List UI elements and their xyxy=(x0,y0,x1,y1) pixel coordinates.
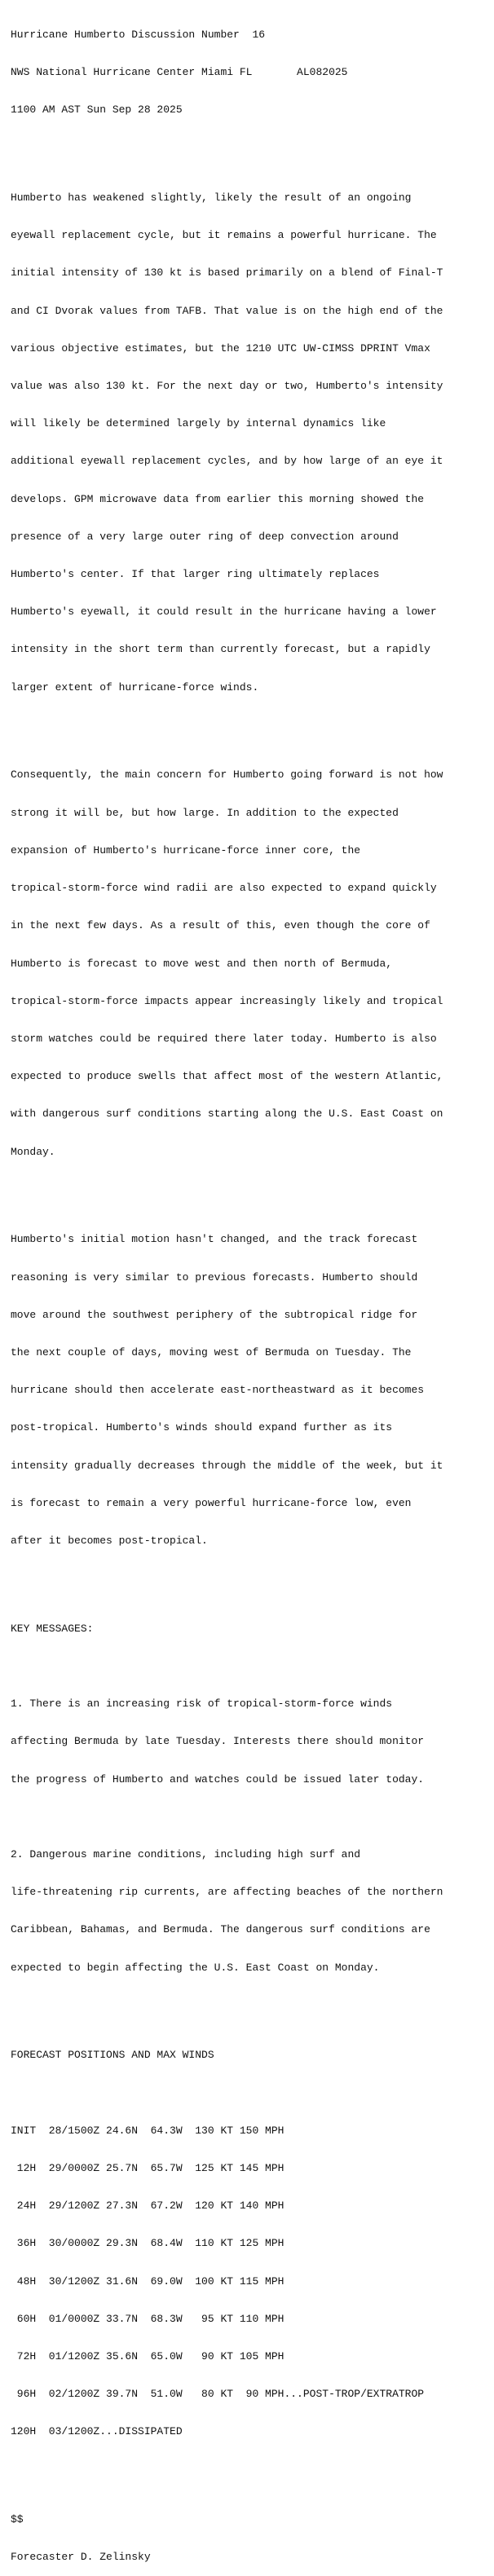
key-message-line: Caribbean, Bahamas, and Bermuda. The dangerous surf conditions are xyxy=(11,1923,430,1936)
paragraph-line: Consequently, the main concern for Humberto going forward is not how xyxy=(11,768,443,782)
discussion-document xyxy=(11,3,492,2576)
blank-line xyxy=(11,141,492,153)
paragraph-line: post-tropical. Humberto's winds should expand further as its xyxy=(11,1421,393,1434)
key-message-line: affecting Bermuda by late Tuesday. Interests there should monitor xyxy=(11,1735,425,1748)
key-message-line: 1. There is an increasing risk of tropical-storm-force winds xyxy=(11,1698,393,1711)
header-timestamp: 1100 AM AST Sun Sep 28 2025 xyxy=(11,103,183,117)
paragraph-line: after it becomes post-tropical. xyxy=(11,1534,208,1547)
paragraph-line: the next couple of days, moving west of Bermuda on Tuesday. The xyxy=(11,1345,412,1358)
paragraph-line: will likely be determined largely by internal dynamics like xyxy=(11,417,386,430)
paragraph-line: tropical-storm-force wind radii are also expected to expand quickly xyxy=(11,882,437,895)
blank-line xyxy=(11,1660,492,1672)
forecast-row: 72H 01/1200Z 35.6N 65.0W 90 KT 105 MPH xyxy=(11,2350,284,2363)
paragraph-line: Humberto's center. If that larger ring ultimately replaces xyxy=(11,568,380,581)
paragraph-line: Monday. xyxy=(11,1145,55,1158)
key-message-line: expected to begin affecting the U.S. East Coast on Monday. xyxy=(11,1961,380,1974)
paragraph-line: expansion of Humberto's hurricane-force inner core, the xyxy=(11,843,361,856)
paragraph-line: Humberto is forecast to move west and then north of Bermuda, xyxy=(11,957,393,970)
forecast-row: 48H 30/1200Z 31.6N 69.0W 100 KT 115 MPH xyxy=(11,2274,284,2288)
forecast-title: FORECAST POSITIONS AND MAX WINDS xyxy=(11,2049,214,2062)
blank-line xyxy=(11,1572,492,1584)
paragraph-line: and CI Dvorak values from TAFB. That value is on the high end of the xyxy=(11,304,443,317)
forecaster-signature: Forecaster D. Zelinsky xyxy=(11,2551,151,2564)
blank-line xyxy=(11,1183,492,1196)
paragraph-line: reasoning is very similar to previous forecasts. Humberto should xyxy=(11,1270,418,1284)
paragraph-line: larger extent of hurricane-force winds. xyxy=(11,680,259,694)
paragraph-line: initial intensity of 130 kt is based primarily on a blend of Final-T xyxy=(11,266,443,280)
blank-line xyxy=(11,2087,492,2099)
paragraph-line: value was also 130 kt. For the next day or two, Humberto's intensity xyxy=(11,380,443,393)
paragraph-line: with dangerous surf conditions starting along the U.S. East Coast on xyxy=(11,1107,443,1121)
forecast-row: 12H 29/0000Z 25.7N 65.7W 125 KT 145 MPH xyxy=(11,2162,284,2175)
paragraph-line: in the next few days. As a result of this, even though the core of xyxy=(11,919,430,932)
paragraph-line: hurricane should then accelerate east-northeastward as it becomes xyxy=(11,1384,425,1397)
paragraph-line: intensity gradually decreases through the middle of the week, but it xyxy=(11,1459,443,1472)
paragraph-line: additional eyewall replacement cycles, and by how large of an eye it xyxy=(11,455,443,468)
paragraph-line: tropical-storm-force impacts appear increasingly likely and tropical xyxy=(11,994,443,1007)
paragraph-line: develops. GPM microwave data from earlier this morning showed the xyxy=(11,492,425,505)
blank-line xyxy=(11,719,492,731)
forecast-row: 96H 02/1200Z 39.7N 51.0W 80 KT 90 MPH...POST-TROP/EXTRATROP xyxy=(11,2388,425,2401)
paragraph-line: intensity in the short term than currently forecast, but a rapidly xyxy=(11,643,430,656)
paragraph-line: Humberto has weakened slightly, likely the result of an ongoing xyxy=(11,192,412,205)
paragraph-line: various objective estimates, but the 1210 UTC UW-CIMSS DPRINT Vmax xyxy=(11,341,430,354)
key-message-line: life-threatening rip currents, are affecting beaches of the northern xyxy=(11,1886,443,1899)
paragraph-line: move around the southwest periphery of the subtropical ridge for xyxy=(11,1308,418,1321)
paragraph-line: presence of a very large outer ring of deep convection around xyxy=(11,530,399,543)
paragraph-line: Humberto's initial motion hasn't changed, and the track forecast xyxy=(11,1233,418,1246)
paragraph-line: storm watches could be required there later today. Humberto is also xyxy=(11,1032,437,1045)
key-message-line: 2. Dangerous marine conditions, including high surf and xyxy=(11,1847,361,1860)
paragraph-line: Humberto's eyewall, it could result in the hurricane having a lower xyxy=(11,605,437,619)
blank-line xyxy=(11,2464,492,2476)
paragraph-line: eyewall replacement cycle, but it remains a powerful hurricane. The xyxy=(11,229,437,242)
key-messages-title: KEY MESSAGES: xyxy=(11,1622,94,1635)
forecast-row: 60H 01/0000Z 33.7N 68.3W 95 KT 110 MPH xyxy=(11,2312,284,2325)
paragraph-line: expected to produce swells that affect most of the western Atlantic, xyxy=(11,1070,443,1083)
blank-line xyxy=(11,1999,492,2011)
blank-line xyxy=(11,1811,492,1823)
end-marker: $$ xyxy=(11,2513,24,2526)
header-title: Hurricane Humberto Discussion Number 16 xyxy=(11,28,266,41)
paragraph-line: strong it will be, but how large. In addition to the expected xyxy=(11,806,399,819)
forecast-row: 36H 30/0000Z 29.3N 68.4W 110 KT 125 MPH xyxy=(11,2237,284,2250)
paragraph-line: is forecast to remain a very powerful hurricane-force low, even xyxy=(11,1496,412,1509)
header-office: NWS National Hurricane Center Miami FL AL082025 xyxy=(11,66,348,79)
forecast-row: 24H 29/1200Z 27.3N 67.2W 120 KT 140 MPH xyxy=(11,2200,284,2213)
key-message-line: the progress of Humberto and watches could be issued later today. xyxy=(11,1772,425,1786)
forecast-row: INIT 28/1500Z 24.6N 64.3W 130 KT 150 MPH xyxy=(11,2124,284,2137)
forecast-row: 120H 03/1200Z...DISSIPATED xyxy=(11,2425,183,2438)
